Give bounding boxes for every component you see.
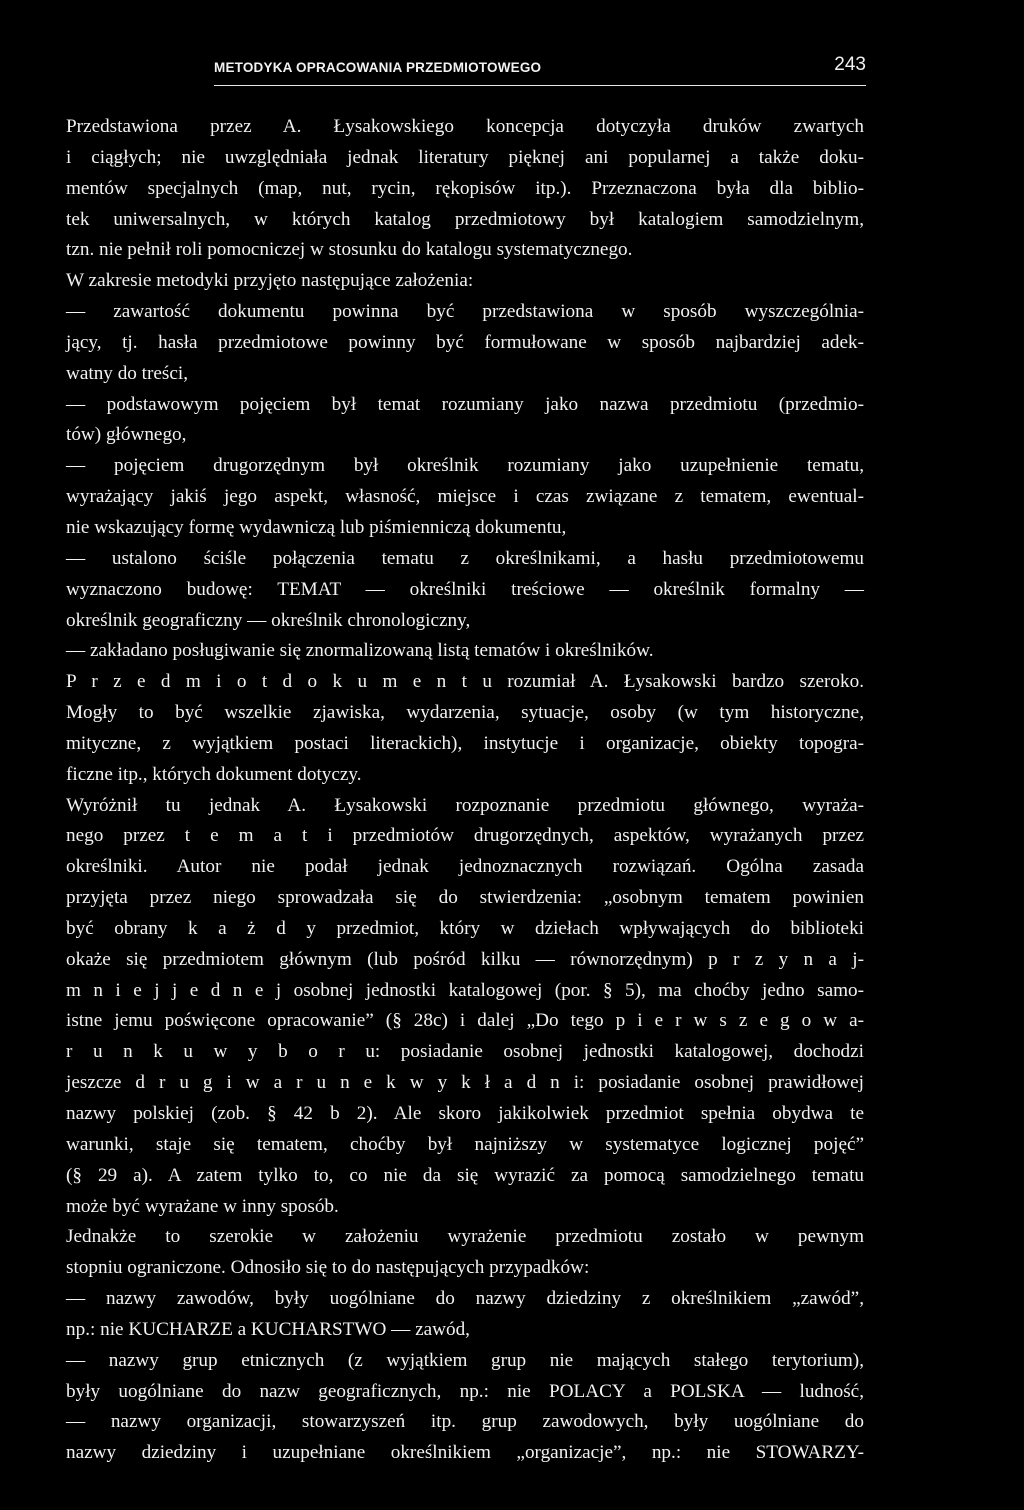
header-rule xyxy=(214,85,866,86)
text-line: Jednakże to szerokie w założeniu wyrażenie przedmiotu zostało w pewnym xyxy=(66,1226,864,1248)
body-text xyxy=(66,112,864,1469)
text-line: Wyróżnił tu jednak A. Łysakowski rozpoznanie przedmiotu głównego, wyraża- xyxy=(66,794,864,816)
text-line: nazwy polskiej (zob. § 42 b 2). Ale skoro jakikolwiek przedmiot spełnia obydwa te xyxy=(66,1103,864,1124)
text-line: — nazwy grup etnicznych (z wyjątkiem grup nie mających stałego terytorium), xyxy=(66,1349,864,1371)
text-line: wyrażający jakiś jego aspekt, własność, miejsce i czas związane z tematem, ewentual- xyxy=(66,486,864,508)
text-line: nie wskazujący formę wydawniczą lub piśmienniczą dokumentu, xyxy=(66,516,567,538)
text-line: stopniu ograniczone. Odnosiło się to do następujących przypadków: xyxy=(66,1257,590,1279)
text-line: (§ 29 a). A zatem tylko to, co nie da się wyrazić za pomocą samodzielnego tematu xyxy=(66,1164,864,1186)
text-line: — ustalono ściśle połączenia tematu z określnikami, a hasłu przedmiotowemu xyxy=(66,547,864,569)
text-line: mentów specjalnych (map, nut, rycin, rękopisów itp.). Przeznaczona była dla biblio- xyxy=(66,177,864,199)
page-header xyxy=(66,42,866,82)
text-line: określniki. Autor nie podał jednak jednoznacznych rozwiązań. Ogólna zasada xyxy=(66,856,864,878)
text-line: tek uniwersalnych, w których katalog przedmiotowy był katalogiem samodzielnym, xyxy=(66,208,864,230)
text-line: m n i e j j e d n e j osobnej jednostki katalogowej (por. § 5), ma choćby jedno samo- xyxy=(66,979,864,1001)
text-line: i ciągłych; nie uwzględniała jednak literatury pięknej ani popularnej a także doku- xyxy=(66,146,864,168)
page-number: 243 xyxy=(834,54,866,75)
text-line: — nazwy organizacji, stowarzyszeń itp. grup zawodowych, były uogólniane do xyxy=(66,1411,864,1433)
text-line: mityczne, z wyjątkiem postaci literackich), instytucje i organizacje, obiekty topogra- xyxy=(66,732,864,754)
text-line: Mogły to być wszelkie zjawiska, wydarzenia, sytuacje, osoby (w tym historyczne, xyxy=(66,702,864,724)
text-line: określnik geograficzny — określnik chronologiczny, xyxy=(66,609,471,631)
text-line: — zawartość dokumentu powinna być przedstawiona w sposób wyszczególnia- xyxy=(66,301,864,323)
text-line: istne jemu poświęcone opracowanie” (§ 28c) i dalej „Do tego p i e r w s z e g o w a- xyxy=(66,1010,864,1032)
text-line: ficzne itp., których dokument dotyczy. xyxy=(66,763,362,785)
text-line: jący, tj. hasła przedmiotowe powinny być formułowane w sposób najbardziej adek- xyxy=(66,331,864,353)
text-line: być obrany k a ż d y przedmiot, który w dziełach wpływających do biblioteki xyxy=(66,917,864,939)
text-line: np.: nie KUCHARZE a KUCHARSTWO — zawód, xyxy=(66,1318,470,1340)
text-line: tów) głównego, xyxy=(66,424,187,446)
text-line: — podstawowym pojęciem był temat rozumiany jako nazwa przedmiotu (przedmio- xyxy=(66,393,864,415)
text-line: nego przez t e m a t i przedmiotów drugorzędnych, aspektów, wyrażanych przez xyxy=(66,825,864,847)
text-line: przyjęta przez niego sprowadzała się do stwierdzenia: „osobnym tematem powinien xyxy=(66,887,864,909)
text-line: — zakładano posługiwanie się znormalizowaną listą tematów i określników. xyxy=(66,640,654,662)
text-line: r u n k u w y b o r u: posiadanie osobnej jednostki katalogowej, dochodzi xyxy=(66,1041,864,1063)
text-line: W zakresie metodyki przyjęto następujące założenia: xyxy=(66,270,474,292)
text-line: P r z e d m i o t d o k u m e n t u rozumiał A. Łysakowski bardzo szeroko. xyxy=(66,671,864,693)
text-line: jeszcze d r u g i w a r u n e k w y k ł a d n i: posiadanie osobnej prawidłowej xyxy=(66,1072,864,1094)
text-line: były uogólniane do nazw geograficznych, np.: nie POLACY a POLSKA — ludność, xyxy=(66,1380,864,1402)
text-line: nazwy dziedziny i uzupełniane określnikiem „organizacje”, np.: nie STOWARZY- xyxy=(66,1442,864,1464)
text-line: może być wyrażane w inny sposób. xyxy=(66,1195,339,1217)
text-line: warunki, staje się tematem, choćby był najniższy w systematyce logicznej pojęć” xyxy=(66,1133,864,1155)
text-line: Przedstawiona przez A. Łysakowskiego koncepcja dotyczyła druków zwartych xyxy=(66,116,864,137)
text-line: wyznaczono budowę: TEMAT — określniki treściowe — określnik formalny — xyxy=(66,578,864,600)
running-title: METODYKA OPRACOWANIA PRZEDMIOTOWEGO xyxy=(214,60,542,75)
text-line: — pojęciem drugorzędnym był określnik rozumiany jako uzupełnienie tematu, xyxy=(66,455,864,477)
text-line: okaże się przedmiotem głównym (lub pośród kilku — równorzędnym) p r z y n a j- xyxy=(66,948,864,970)
text-line: tzn. nie pełnił roli pomocniczej w stosunku do katalogu systematycznego. xyxy=(66,239,633,261)
text-line: — nazwy zawodów, były uogólniane do nazwy dziedziny z określnikiem „zawód”, xyxy=(66,1288,864,1310)
text-line: watny do treści, xyxy=(66,362,189,384)
